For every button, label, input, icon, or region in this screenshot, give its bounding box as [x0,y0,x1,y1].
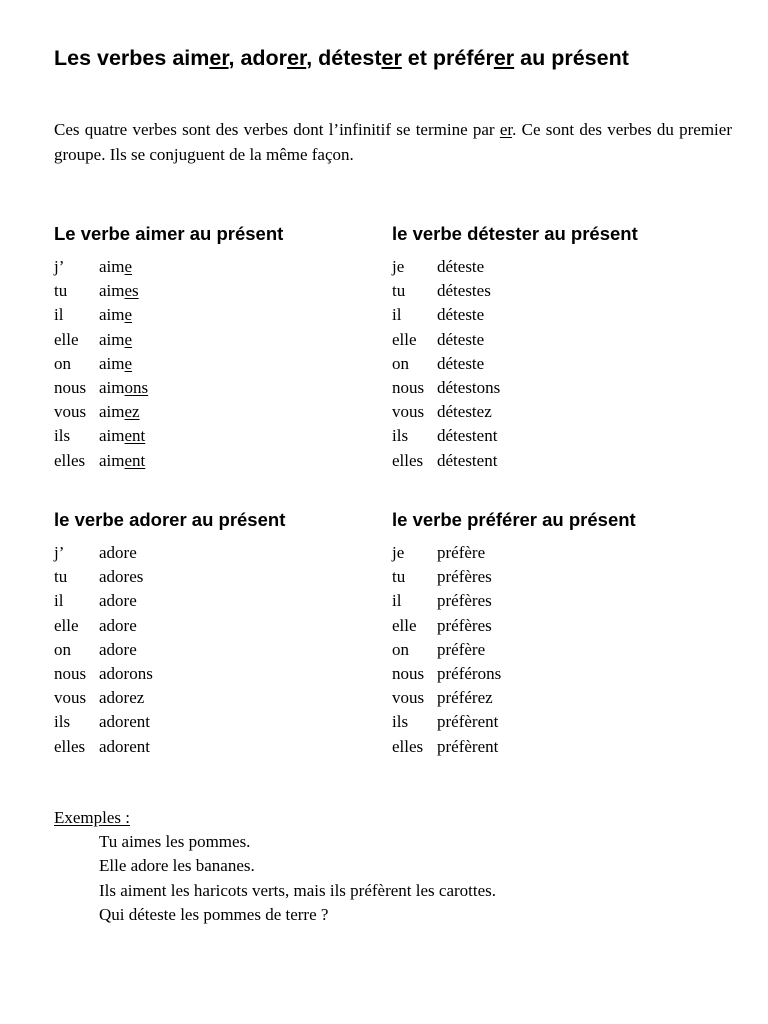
verb-ending: e [124,353,133,373]
pronoun: ils [392,712,409,732]
pronoun: elle [392,615,417,635]
pronoun: ils [54,712,71,732]
verb-form [99,614,153,638]
conjugation-row [392,279,500,303]
conjugation-row [54,328,148,352]
conjugation-row [54,735,153,759]
conjugation-row [54,255,148,279]
conjugation-row [392,589,501,613]
verb-ending: ons [124,378,149,398]
verb-form [99,279,148,303]
conjugation-row [54,541,153,565]
conjugation-row [392,735,501,759]
conjugation-row [392,662,501,686]
title-underlined-ending: er [287,46,307,70]
verb-stem: déteste [437,329,485,349]
pronoun: j’ [54,543,65,562]
pronoun: il [392,591,402,611]
pronoun: vous [54,688,87,708]
pronoun: ils [392,426,409,446]
conjugation-table [54,541,153,759]
title-text: , ador [228,46,288,70]
conjugation-row [392,565,501,589]
verb-stem: préfères [437,567,492,587]
pronoun: nous [392,378,425,398]
title-text: , détest [306,46,382,70]
conjugation-heading: le verbe préférer au présent [392,509,636,530]
conjugation-row [392,710,501,734]
verb-stem: adores [99,567,144,587]
conjugation-preferer [392,509,692,759]
verb-form [437,255,500,279]
conjugation-row [54,565,153,589]
conjugation-row [54,449,148,473]
verb-ending: e [124,305,133,325]
verb-stem: adorent [99,712,150,732]
conjugation-row [54,662,153,686]
verb-ending: ent [124,450,146,470]
pronoun: elles [392,736,424,756]
verb-ending: es [124,281,139,301]
conjugation-heading: le verbe adorer au présent [54,509,286,530]
verb-stem: préférons [437,664,502,684]
conjugation-row [392,400,500,424]
verb-stem: détestent [437,450,498,470]
verb-form [99,589,153,613]
verb-stem: aim [99,281,125,301]
conjugation-row [392,449,500,473]
pronoun: je [392,257,405,276]
pronoun: vous [54,402,87,422]
verb-form [437,279,500,303]
page-title [54,46,629,71]
verb-form [437,376,500,400]
verb-form [99,541,153,565]
verb-form [99,686,153,710]
title-text: au présent [514,46,629,70]
verb-stem: aim [99,329,125,349]
conjugation-aimer [54,223,354,473]
verb-stem: préfères [437,591,492,611]
verb-form [437,352,500,376]
verb-stem: détestes [437,281,491,301]
pronoun: nous [54,378,87,398]
verb-form [99,710,153,734]
conjugation-row [54,303,148,327]
pronoun: je [392,543,405,562]
verb-form [99,255,148,279]
verb-form [99,400,148,424]
verb-form [99,662,153,686]
pronoun: il [392,305,402,325]
conjugation-row [392,638,501,662]
verb-stem: adore [99,615,137,635]
pronoun: elle [54,615,79,635]
verb-form [99,735,153,759]
verb-form [99,328,148,352]
verb-stem: préfère [437,543,486,562]
verb-form [99,352,148,376]
conjugation-row [54,376,148,400]
verb-form [437,662,501,686]
pronoun: on [392,639,409,659]
intro-text: . Ce sont des verbes du premier groupe. Ils se conjuguent de la même façon. [54,120,732,164]
verb-stem: détestons [437,378,501,398]
verb-form [437,541,501,565]
pronoun: vous [392,402,425,422]
conjugation-row [54,352,148,376]
conjugation-row [54,424,148,448]
verb-stem: aim [99,426,125,446]
conjugation-row [392,303,500,327]
pronoun: ils [54,426,71,446]
conjugation-heading: Le verbe aimer au présent [54,223,284,244]
conjugation-table [392,541,501,759]
verb-form [99,449,148,473]
verb-stem: aim [99,305,125,325]
pronoun: il [54,305,64,325]
verb-stem: adorent [99,736,150,756]
pronoun: elle [392,329,417,349]
pronoun: elle [54,329,79,349]
verb-stem: adore [99,639,137,659]
intro-underlined-ending: er [499,120,513,139]
conjugation-row [392,424,500,448]
pronoun: tu [392,567,406,587]
conjugation-heading: le verbe détester au présent [392,223,638,244]
conjugation-row [54,589,153,613]
verb-stem: préférez [437,688,493,708]
intro-text: Ces quatre verbes sont des verbes dont l’infinitif se termine par [54,120,500,139]
examples-section [54,806,496,927]
verb-stem: détestent [437,426,498,446]
verb-form [437,614,501,638]
pronoun: il [54,591,64,611]
conjugation-row [54,710,153,734]
title-underlined-ending: er [209,46,229,70]
verb-ending: e [124,329,133,349]
example-sentence: Tu aimes les pommes. [99,832,251,852]
conjugation-row [392,255,500,279]
verb-stem: adorons [99,664,153,684]
pronoun: on [54,639,71,659]
pronoun: nous [54,664,87,684]
verb-form [437,449,500,473]
verb-stem: déteste [437,305,485,325]
title-underlined-ending: er [381,46,402,70]
pronoun: vous [392,688,425,708]
intro-paragraph [54,117,732,167]
verb-stem: aim [99,257,125,276]
verb-stem: préfèrent [437,712,499,732]
verb-stem: aim [99,378,125,398]
conjugation-row [54,279,148,303]
conjugation-table [392,255,500,473]
verb-form [99,303,148,327]
example-sentence: Qui déteste les pommes de terre ? [99,904,329,924]
verb-stem: préfères [437,615,492,635]
title-text: et préfér [401,46,494,70]
verb-form [437,589,501,613]
verb-ending: e [124,257,133,276]
verb-form [437,424,500,448]
verb-form [437,735,501,759]
verb-stem: adore [99,543,137,562]
verb-form [99,565,153,589]
verb-stem: aim [99,353,125,373]
verb-stem: adore [99,591,137,611]
verb-ending: ent [124,426,146,446]
pronoun: elles [54,736,86,756]
verb-form [437,303,500,327]
verb-stem: détestez [437,402,492,422]
verb-form [99,638,153,662]
conjugation-row [54,614,153,638]
conjugation-row [392,686,501,710]
pronoun: elles [54,450,86,470]
conjugation-row [392,541,501,565]
verb-stem: adorez [99,688,145,708]
verb-stem: déteste [437,257,485,276]
conjugation-row [392,328,500,352]
conjugation-row [54,638,153,662]
pronoun: on [54,353,71,373]
verb-form [437,400,500,424]
verb-form [437,710,501,734]
pronoun: on [392,353,409,373]
pronoun: j’ [54,257,65,276]
example-sentence: Elle adore les bananes. [99,856,255,876]
verb-stem: aim [99,402,125,422]
pronoun: elles [392,450,424,470]
pronoun: tu [54,281,68,301]
conjugation-adorer [54,509,354,759]
title-underlined-ending: er [493,46,515,70]
pronoun: tu [54,567,68,587]
verb-ending: ez [124,402,140,422]
verb-stem: déteste [437,353,485,373]
conjugation-row [392,376,500,400]
verb-form [99,424,148,448]
conjugation-row [392,352,500,376]
example-sentence: Ils aiment les haricots verts, mais ils préfèrent les carottes. [99,880,497,900]
verb-form [437,638,501,662]
pronoun: nous [392,664,425,684]
verb-form [437,686,501,710]
examples-title: Exemples : [54,808,131,827]
conjugation-row [54,400,148,424]
verb-stem: préfère [437,639,486,659]
title-text: Les verbes aim [54,46,210,70]
verb-stem: préfèrent [437,736,499,756]
conjugation-row [392,614,501,638]
verb-form [99,376,148,400]
conjugation-row [54,686,153,710]
verb-form [437,328,500,352]
verb-stem: aim [99,450,125,470]
pronoun: tu [392,281,406,301]
conjugation-detester [392,223,692,473]
verb-form [437,565,501,589]
conjugation-table [54,255,148,473]
